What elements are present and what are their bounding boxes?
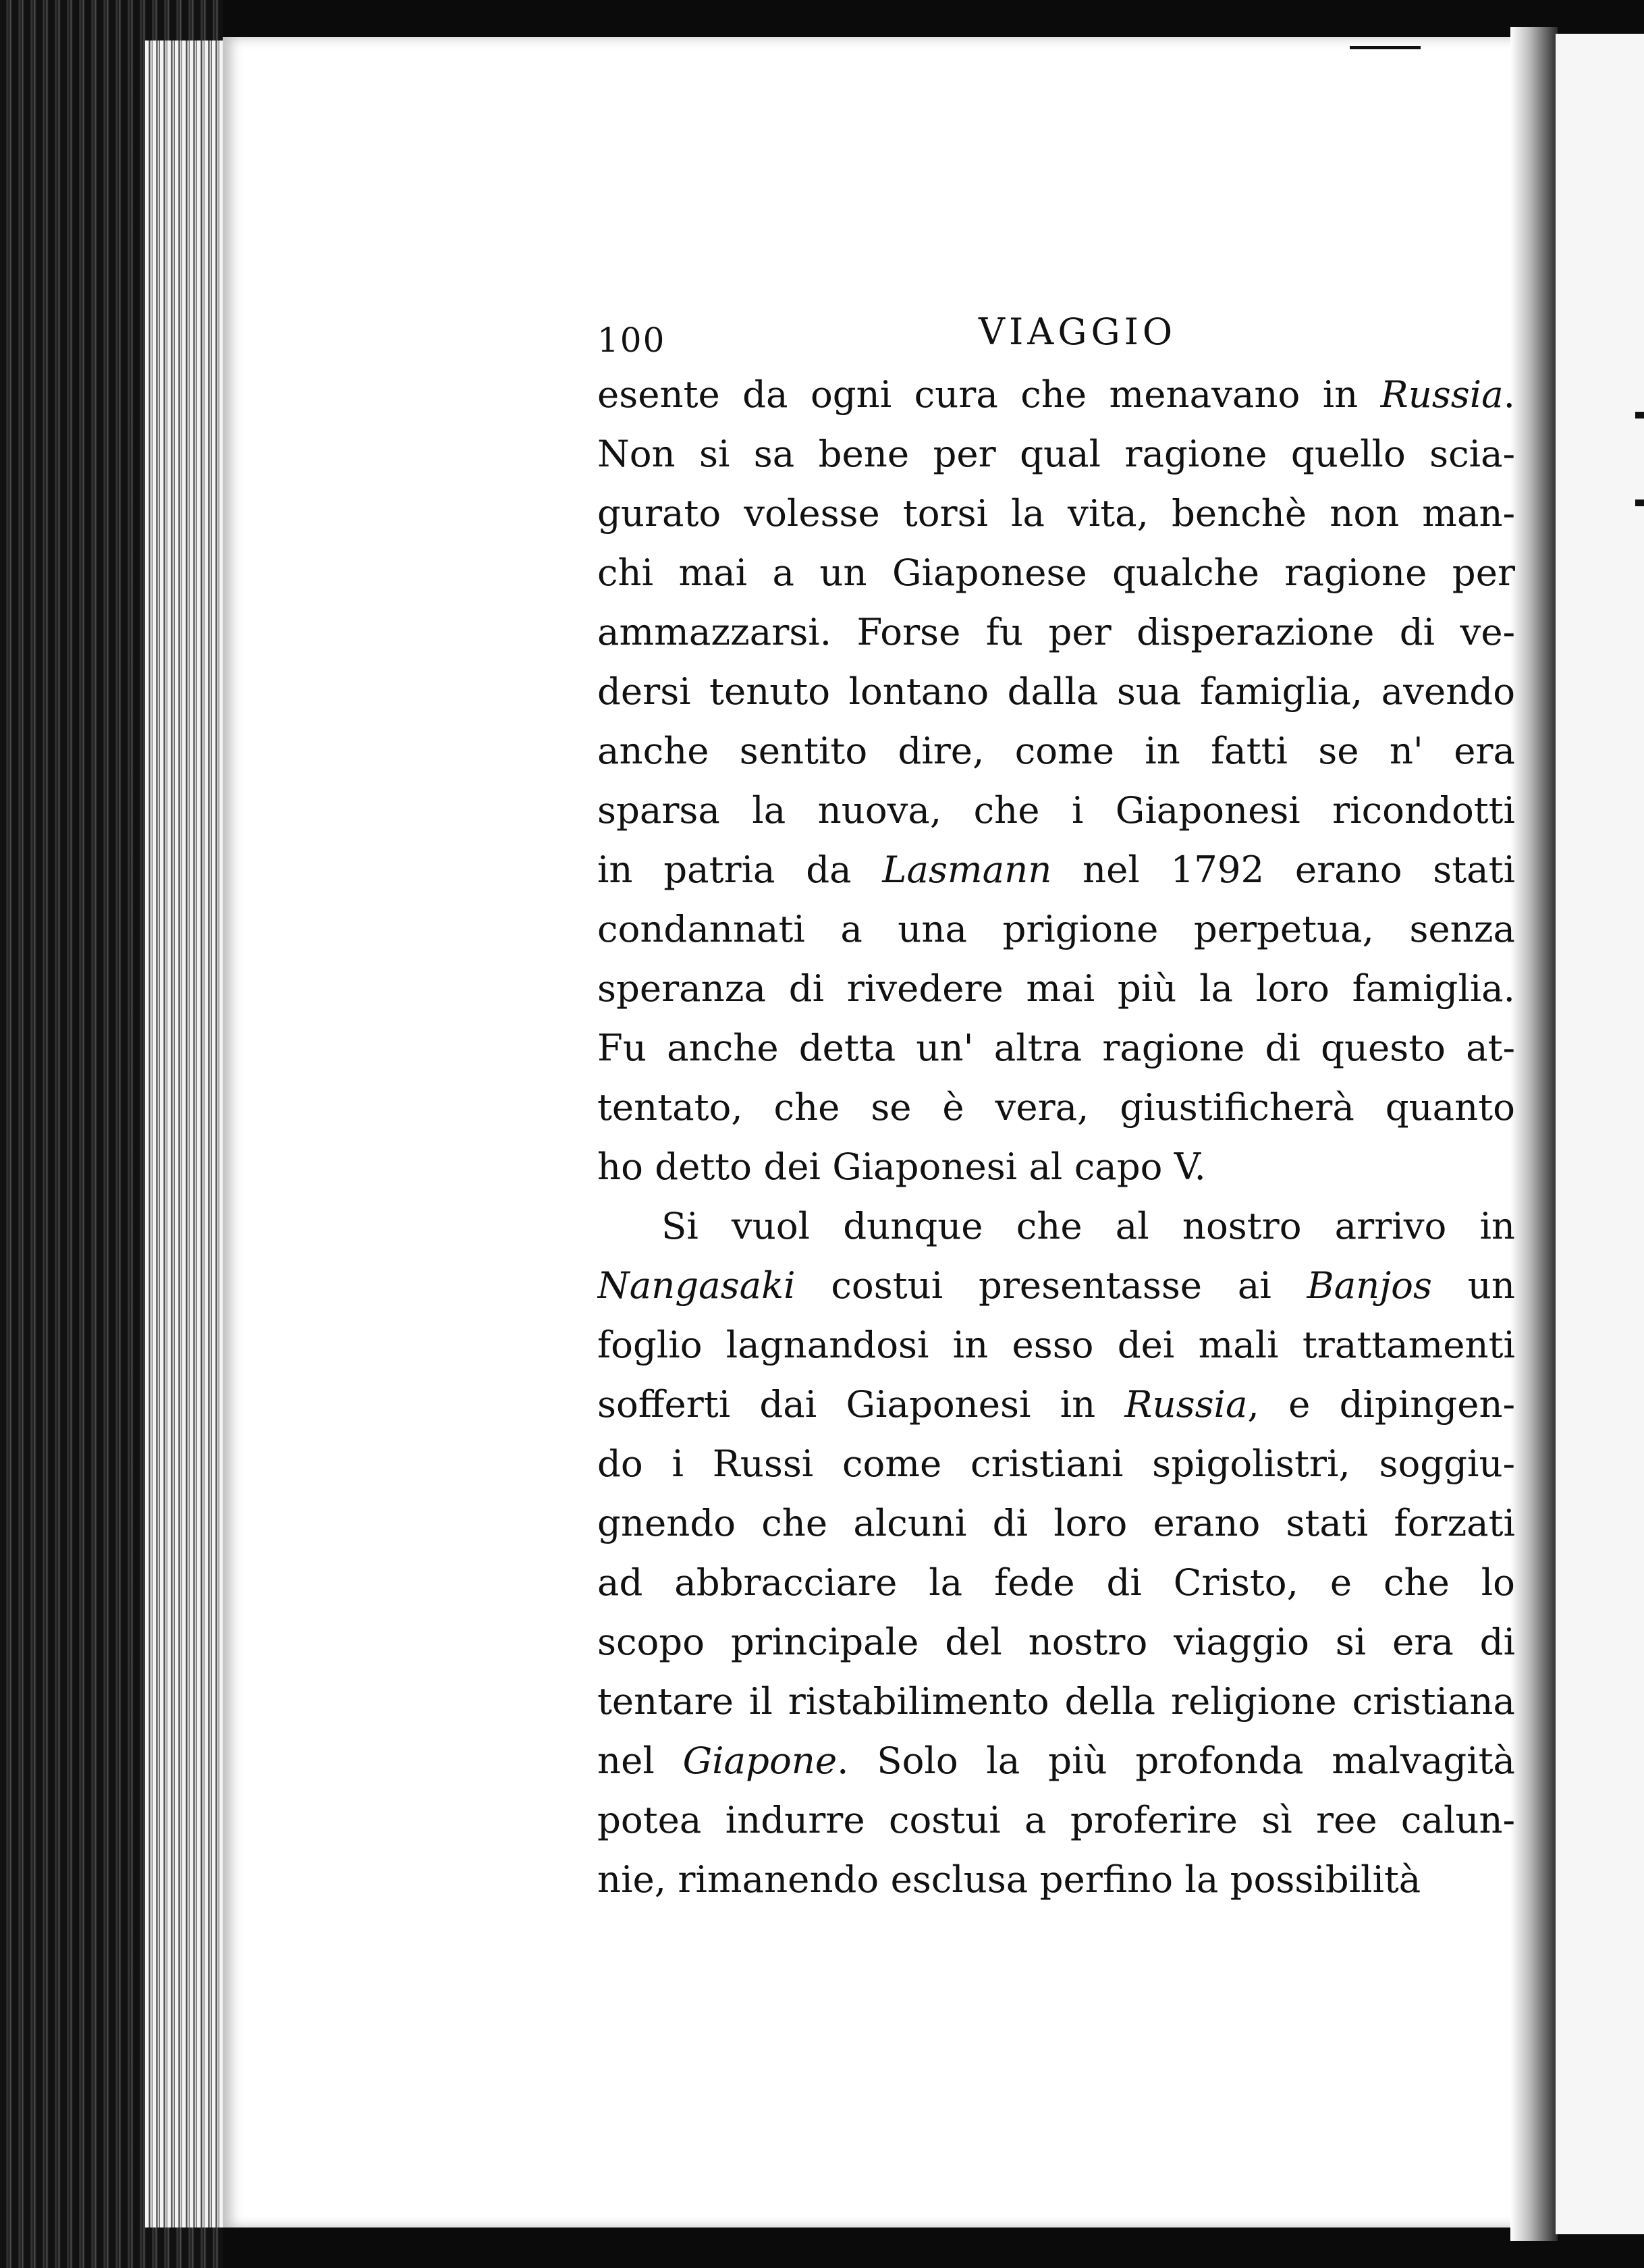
body-text [597, 364, 1515, 1909]
text-line [597, 1137, 1515, 1196]
text-segment: chi mai a un Giaponese qualche ragione per [597, 551, 1515, 594]
text-line [597, 1790, 1515, 1850]
italic-name: Giapone [682, 1739, 838, 1782]
running-header [597, 307, 1518, 368]
text-segment: . Solo la più profonda malvagità [837, 1739, 1515, 1782]
text-segment: nie, rimanendo esclusa perfino la possibilità [597, 1858, 1421, 1901]
text-segment: foglio lagnandosi in esso dei mali trattamenti [597, 1323, 1515, 1366]
text-segment: anche sentito dire, come in fatti se n' era [597, 729, 1515, 772]
text-line [597, 899, 1515, 959]
text-segment: ad abbracciare la fede di Cristo, e che lo [597, 1561, 1515, 1604]
text-segment: nel 1792 erano stati [1051, 848, 1515, 891]
text-line [597, 1196, 1515, 1256]
text-line [597, 1256, 1515, 1315]
top-rule-mark [1350, 46, 1421, 49]
text-line [597, 1612, 1515, 1671]
page-number: 100 [597, 321, 666, 360]
text-line [597, 840, 1515, 899]
text-segment: gnendo che alcuni di loro erano stati forzati [597, 1501, 1515, 1544]
text-line [597, 1671, 1515, 1731]
text-line [597, 1374, 1515, 1434]
facing-page-edge [1556, 34, 1644, 2234]
text-line [597, 1077, 1515, 1137]
text-segment: Fu anche detta un' altra ragione di questo at- [597, 1026, 1515, 1069]
text-segment: scopo principale del nostro viaggio si era di [597, 1620, 1515, 1663]
text-segment: do i Russi come cristiani spigolistri, soggiu- [597, 1442, 1515, 1485]
text-segment: tentare il ristabilimento della religione cristiana [597, 1679, 1515, 1723]
italic-name: Russia [1380, 373, 1504, 416]
italic-name: Russia [1124, 1382, 1248, 1426]
text-segment: potea indurre costui a proferire sì ree calun- [597, 1798, 1515, 1841]
text-line [597, 662, 1515, 721]
text-segment: . [1503, 373, 1515, 416]
text-line [597, 483, 1515, 543]
text-line [597, 959, 1515, 1018]
text-line [597, 1850, 1515, 1909]
italic-name: Lasmann [882, 848, 1052, 891]
text-line [597, 780, 1515, 840]
text-line [597, 721, 1515, 780]
text-line [597, 1493, 1515, 1552]
text-line [597, 1552, 1515, 1612]
text-segment: tentato, che se è vera, giustificherà quanto [597, 1085, 1515, 1129]
text-segment: costui presentasse ai [795, 1264, 1307, 1307]
text-segment: speranza di rivedere mai più la loro famiglia. [597, 967, 1515, 1010]
text-segment: in patria da [597, 848, 883, 891]
text-segment: Non si sa bene per qual ragione quello scia- [597, 432, 1515, 475]
text-segment: sparsa la nuova, che i Giaponesi ricondotti [597, 788, 1515, 832]
text-segment: sofferti dai Giaponesi in [597, 1382, 1125, 1426]
text-line [597, 543, 1515, 602]
text-segment: Si vuol dunque che al nostro arrivo in [661, 1204, 1515, 1247]
text-segment: esente da ogni cura che menavano in [597, 373, 1381, 416]
text-segment: ammazzarsi. Forse fu per disperazione di ve- [597, 610, 1515, 653]
italic-name: Banjos [1307, 1264, 1432, 1307]
running-title: VIAGGIO [979, 310, 1177, 353]
text-segment: dersi tenuto lontano dalla sua famiglia, avendo [597, 670, 1515, 713]
text-line [597, 1434, 1515, 1493]
text-line [597, 1018, 1515, 1077]
text-segment: un [1431, 1264, 1515, 1307]
text-segment: condannati a una prigione perpetua, senza [597, 907, 1515, 950]
text-line [597, 364, 1515, 424]
text-segment: gurato volesse torsi la vita, benchè non man- [597, 491, 1515, 535]
italic-name: Nangasaki [597, 1264, 796, 1307]
text-segment: ho detto dei Giaponesi al capo V. [597, 1145, 1206, 1188]
text-line [597, 602, 1515, 662]
text-segment: nel [597, 1739, 683, 1782]
text-line [597, 1731, 1515, 1790]
text-line [597, 424, 1515, 483]
text-line [597, 1315, 1515, 1374]
text-segment: , e dipingen- [1247, 1382, 1515, 1426]
